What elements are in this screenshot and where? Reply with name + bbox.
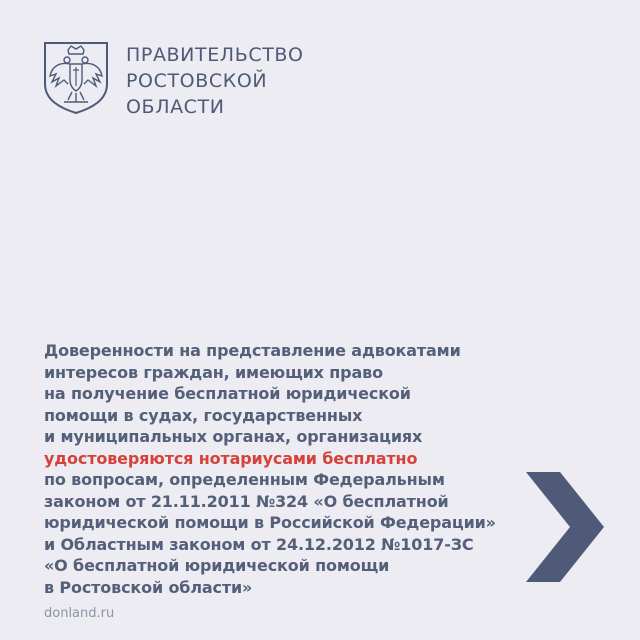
footer-site[interactable]: donland.ru: [44, 606, 115, 621]
org-title-line: РОСТОВСКОЙ: [126, 70, 268, 92]
message-line: по вопросам, определенным Федеральным: [44, 470, 445, 489]
org-title-line: ПРАВИТЕЛЬСТВО: [126, 44, 304, 66]
message-line: в Ростовской области»: [44, 577, 253, 597]
message-line: Доверенности на представление адвокатами: [44, 341, 461, 360]
message-line: интересов граждан, имеющих право: [44, 362, 383, 382]
message-line: юридической помощи в Российской Федерации»: [44, 513, 496, 532]
message-highlight-line: удостоверяются нотариусами бесплатно: [44, 448, 418, 468]
message-line: законом от 21.11.2011 №324 «О бесплатной: [44, 491, 449, 511]
org-title: [126, 42, 304, 120]
message-line: на получение бесплатной юридической: [44, 384, 411, 403]
main-message: [44, 340, 544, 598]
message-line: и муниципальных органах, организациях: [44, 427, 423, 446]
message-line: помощи в судах, государственных: [44, 405, 363, 425]
org-title-line: ОБЛАСТИ: [126, 96, 225, 118]
message-line: «О бесплатной юридической помощи: [44, 556, 390, 575]
chevron-right-icon[interactable]: [526, 472, 606, 582]
message-line: и Областным законом от 24.12.2012 №1017-ЗС: [44, 534, 474, 554]
header: [42, 40, 304, 120]
coat-of-arms-icon: [42, 40, 110, 116]
